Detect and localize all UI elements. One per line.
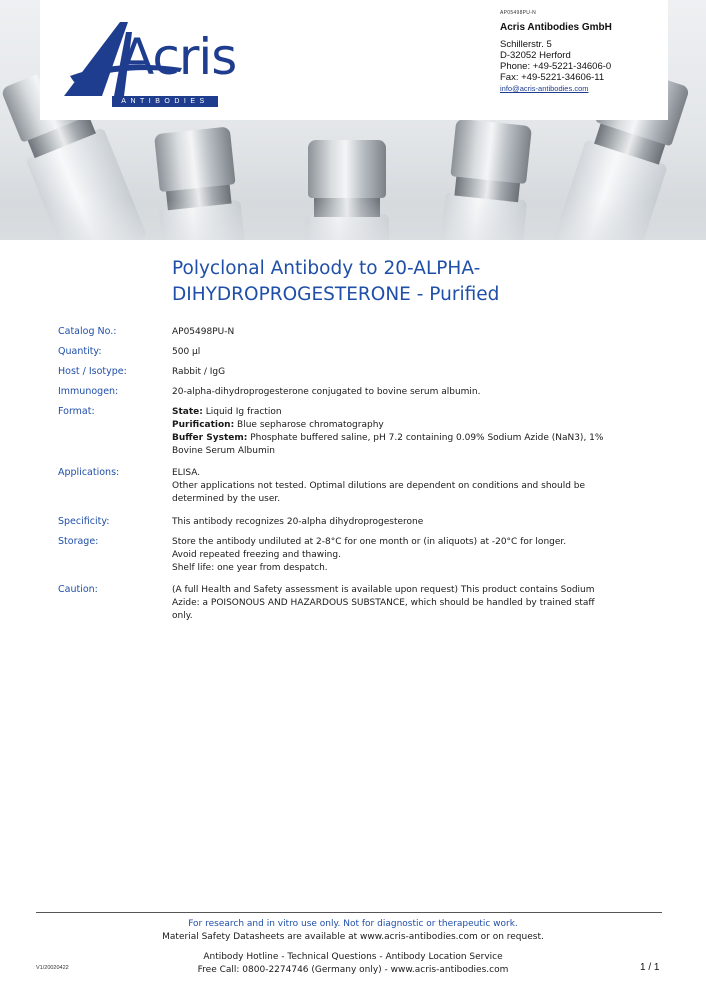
company-fax: Fax: +49-5221-34606-11 — [500, 72, 605, 83]
company-email-link[interactable]: info@acris-antibodies.com — [500, 84, 589, 93]
company-street: Schillerstr. 5 — [500, 39, 552, 50]
immunogen-value: 20-alpha-dihydroprogesterone conjugated to bovine serum albumin. — [172, 387, 481, 397]
caution-line-3: only. — [172, 611, 193, 621]
quantity-label: Quantity: — [58, 346, 102, 357]
applications-line-3: determined by the user. — [172, 494, 281, 504]
applications-line-1: ELISA. — [172, 468, 201, 478]
caution-value — [172, 584, 652, 623]
document-version: V1/20020422 — [36, 965, 69, 971]
specificity-value: This antibody recognizes 20-alpha dihydroprogesterone — [172, 517, 424, 527]
format-state-value: Liquid Ig fraction — [202, 407, 282, 417]
catalog-value: AP05498PU-N — [172, 327, 235, 337]
caution-line-1: (A full Health and Safety assessment is available upon request) This product contains Sodium — [172, 585, 595, 595]
footer-hotline: Antibody Hotline - Technical Questions - Antibody Location Service — [203, 952, 503, 962]
applications-value — [172, 467, 652, 506]
company-phone: Phone: +49-5221-34606-0 — [500, 61, 612, 72]
specificity-label: Specificity: — [58, 516, 110, 527]
product-title — [172, 256, 642, 308]
format-buffer-value: Phosphate buffered saline, pH 7.2 containing 0.09% Sodium Azide (NaN3), 1% — [247, 433, 604, 443]
format-buffer-key: Buffer System: — [172, 433, 248, 443]
company-city: D-32052 Herford — [500, 50, 571, 61]
footer-divider — [36, 912, 662, 913]
company-name: Acris Antibodies GmbH — [500, 22, 612, 33]
format-label: Format: — [58, 406, 95, 417]
product-title-line-1: Polyclonal Antibody to 20-ALPHA- — [172, 258, 481, 279]
caution-line-2: Azide: a POISONOUS AND HAZARDOUS SUBSTANCE, which should be handled by trained staff — [172, 598, 595, 608]
storage-label: Storage: — [58, 536, 99, 547]
format-purification-value: Blue sepharose chromatography — [234, 420, 384, 430]
product-title-line-2: DIHYDROPROGESTERONE - Purified — [172, 284, 500, 305]
document-code: AP05498PU-N — [500, 10, 537, 16]
quantity-value: 500 µl — [172, 347, 201, 357]
acris-logo — [62, 12, 237, 108]
applications-line-2: Other applications not tested. Optimal dilutions are dependent on conditions and should be — [172, 481, 586, 491]
storage-value — [172, 536, 652, 575]
header-panel — [40, 0, 668, 120]
catalog-label: Catalog No.: — [58, 326, 117, 337]
format-value — [172, 406, 652, 458]
footer-free-call: Free Call: 0800-2274746 (Germany only) - www.acris-antibodies.com — [197, 965, 509, 975]
caution-label: Caution: — [58, 584, 98, 595]
format-state-key: State: — [172, 407, 203, 417]
storage-line-1: Store the antibody undiluted at 2-8°C for one month or (in aliquots) at -20°C for longer. — [172, 537, 567, 547]
footer-research-notice: For research and in vitro use only. Not for diagnostic or therapeutic work. — [188, 919, 518, 929]
format-purification-key: Purification: — [172, 420, 235, 430]
company-address — [500, 10, 670, 94]
storage-line-3: Shelf life: one year from despatch. — [172, 563, 328, 573]
applications-label: Applications: — [58, 467, 120, 478]
format-buffer-value-cont: Bovine Serum Albumin — [172, 446, 275, 456]
logo-subtitle: ANTIBODIES — [112, 96, 218, 107]
host-isotype-value: Rabbit / IgG — [172, 367, 226, 377]
footer-msds-notice: Material Safety Datasheets are available at www.acris-antibodies.com or on request. — [162, 932, 544, 942]
page-number: 1 / 1 — [640, 962, 660, 973]
host-isotype-label: Host / Isotype: — [58, 366, 127, 377]
logo-wordmark: Acris — [120, 28, 237, 86]
storage-line-2: Avoid repeated freezing and thawing. — [172, 550, 341, 560]
immunogen-label: Immunogen: — [58, 386, 119, 397]
